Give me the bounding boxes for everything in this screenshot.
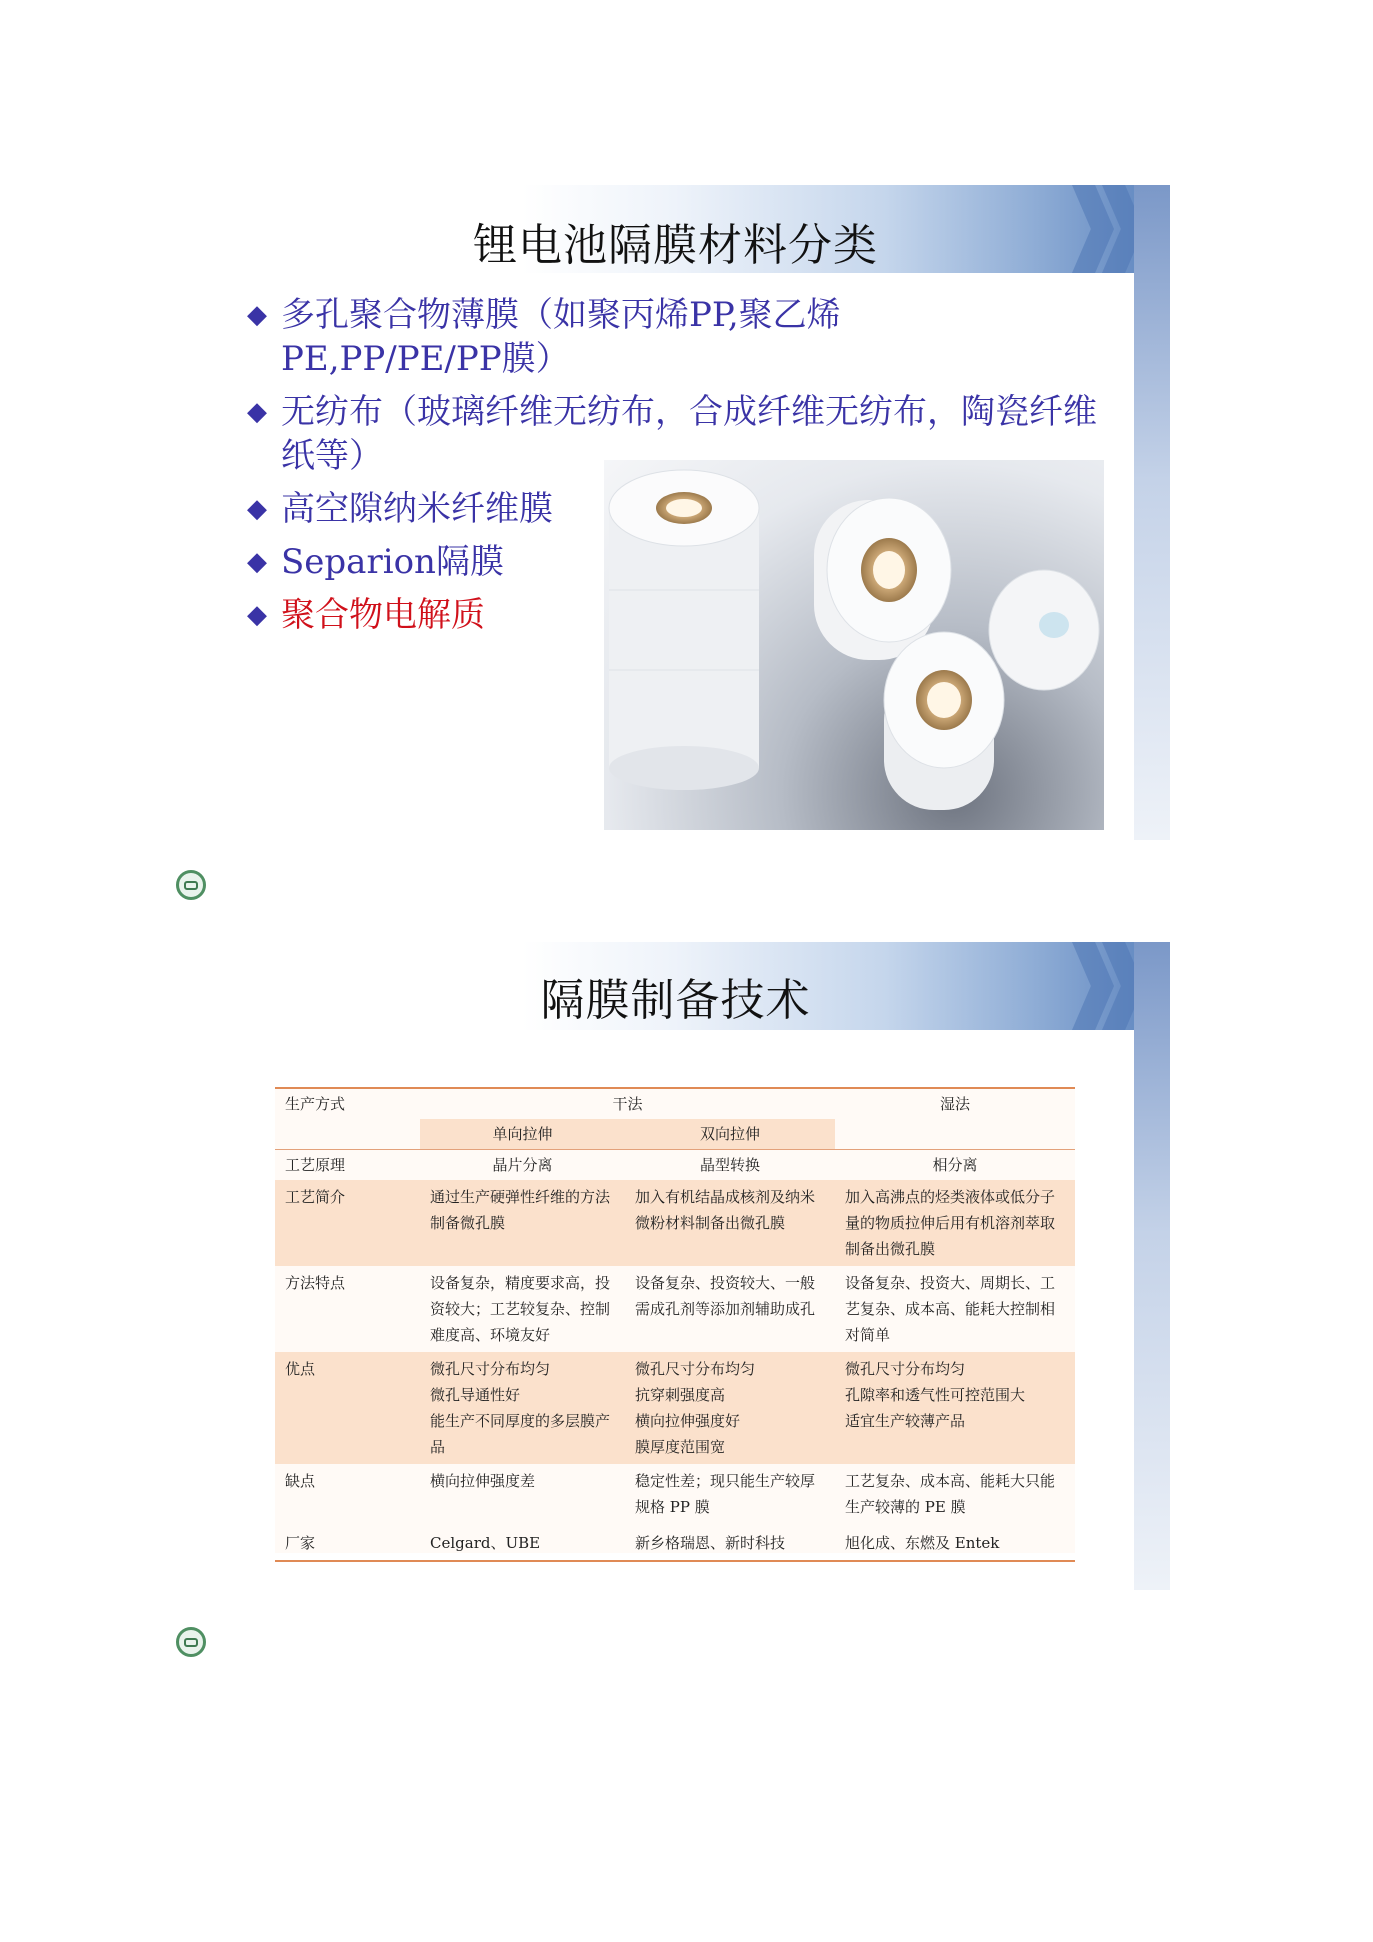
bullet-text: 无纺布（玻璃纤维无纺布，合成纤维无纺布，陶瓷纤维纸等） (281, 392, 1097, 476)
table-cell: 设备复杂，精度要求高，投资较大；工艺较复杂、控制难度高、环境友好 (430, 1274, 611, 1344)
slide-material-classification (217, 185, 1170, 840)
table-cell: Celgard、UBE (420, 1526, 625, 1561)
table-row (275, 1352, 1075, 1464)
institution-logo-icon (176, 870, 206, 900)
table-cell: 晶片分离 (492, 1156, 553, 1174)
table-header-cell: 双向拉伸 (625, 1119, 835, 1150)
diamond-bullet-icon: ◆ (247, 600, 267, 630)
right-gradient-strip (1134, 185, 1170, 840)
bullet-text: Separion隔膜 (281, 542, 504, 582)
table-row (275, 1464, 1075, 1526)
table-cell: 横向拉伸强度差 (430, 1472, 536, 1490)
table-header-cell (275, 1119, 420, 1150)
table-row (275, 1180, 1075, 1266)
diamond-bullet-icon: ◆ (247, 494, 267, 524)
table-cell: 设备复杂、投资较大、一般需成孔剂等添加剂辅助成孔 (635, 1274, 816, 1318)
table-subheader-row (275, 1119, 1075, 1150)
bullet-text: 多孔聚合物薄膜（如聚丙烯PP,聚乙烯PE,PP/PE/PP膜） (281, 295, 841, 379)
table-cell: 设备复杂、投资大、周期长、工艺复杂、成本高、能耗大控制相对简单 (845, 1274, 1056, 1344)
diamond-bullet-icon: ◆ (247, 397, 267, 427)
table-row (275, 1266, 1075, 1352)
table-header-cell: 湿法 (835, 1088, 1075, 1119)
table-cell: 加入有机结晶成核剂及纳米微粉材料制备出微孔膜 (635, 1188, 816, 1232)
bullet-text: 聚合物电解质 (281, 595, 485, 635)
table-header-cell (835, 1119, 1075, 1150)
methods-table (275, 1087, 1075, 1562)
table-cell: 工艺复杂、成本高、能耗大只能生产较薄的 PE 膜 (845, 1472, 1056, 1516)
preparation-methods-table (275, 1087, 1075, 1553)
right-gradient-strip (1134, 942, 1170, 1590)
table-cell: 通过生产硬弹性纤维的方法制备微孔膜 (430, 1188, 611, 1232)
table-cell: 晶型转换 (700, 1156, 761, 1174)
slide-preparation-technology (217, 942, 1170, 1590)
slide-title: 隔膜制备技术 (540, 975, 811, 1026)
table-row (275, 1150, 1075, 1181)
table-cell: 微孔尺寸分布均匀 微孔导通性好 能生产不同厚度的多层膜产品 (430, 1360, 611, 1456)
diamond-bullet-icon: ◆ (247, 300, 267, 330)
row-label: 优点 (285, 1360, 316, 1378)
table-cell: 相分离 (932, 1156, 978, 1174)
table-cell: 微孔尺寸分布均匀 孔隙率和透气性可控范围大 适宜生产较薄产品 (845, 1360, 1026, 1430)
slide-title: 锂电池隔膜材料分类 (473, 220, 878, 271)
table-header-cell: 生产方式 (275, 1088, 420, 1119)
row-label: 厂家 (275, 1526, 420, 1561)
row-label: 工艺简介 (285, 1188, 346, 1206)
separator-rolls-photo (604, 460, 1104, 830)
institution-logo-icon (176, 1627, 206, 1657)
table-header-row (275, 1088, 1075, 1119)
table-cell: 微孔尺寸分布均匀 抗穿刺强度高 横向拉伸强度好 膜厚度范围宽 (635, 1360, 756, 1456)
diamond-bullet-icon: ◆ (247, 547, 267, 577)
bullet-item (247, 293, 1107, 381)
table-cell: 旭化成、东燃及 Entek (835, 1526, 1075, 1561)
bullet-text: 高空隙纳米纤维膜 (281, 489, 553, 529)
table-header-cell: 单向拉伸 (420, 1119, 625, 1150)
table-header-cell: 干法 (420, 1088, 835, 1119)
table-cell: 加入高沸点的烃类液体或低分子量的物质拉伸后用有机溶剂萃取制备出微孔膜 (845, 1188, 1056, 1258)
table-row (275, 1526, 1075, 1561)
row-label: 工艺原理 (285, 1156, 346, 1174)
table-cell: 新乡格瑞恩、新时科技 (625, 1526, 835, 1561)
table-cell: 稳定性差；现只能生产较厚规格 PP 膜 (635, 1472, 816, 1516)
row-label: 方法特点 (285, 1274, 346, 1292)
row-label: 缺点 (285, 1472, 316, 1490)
